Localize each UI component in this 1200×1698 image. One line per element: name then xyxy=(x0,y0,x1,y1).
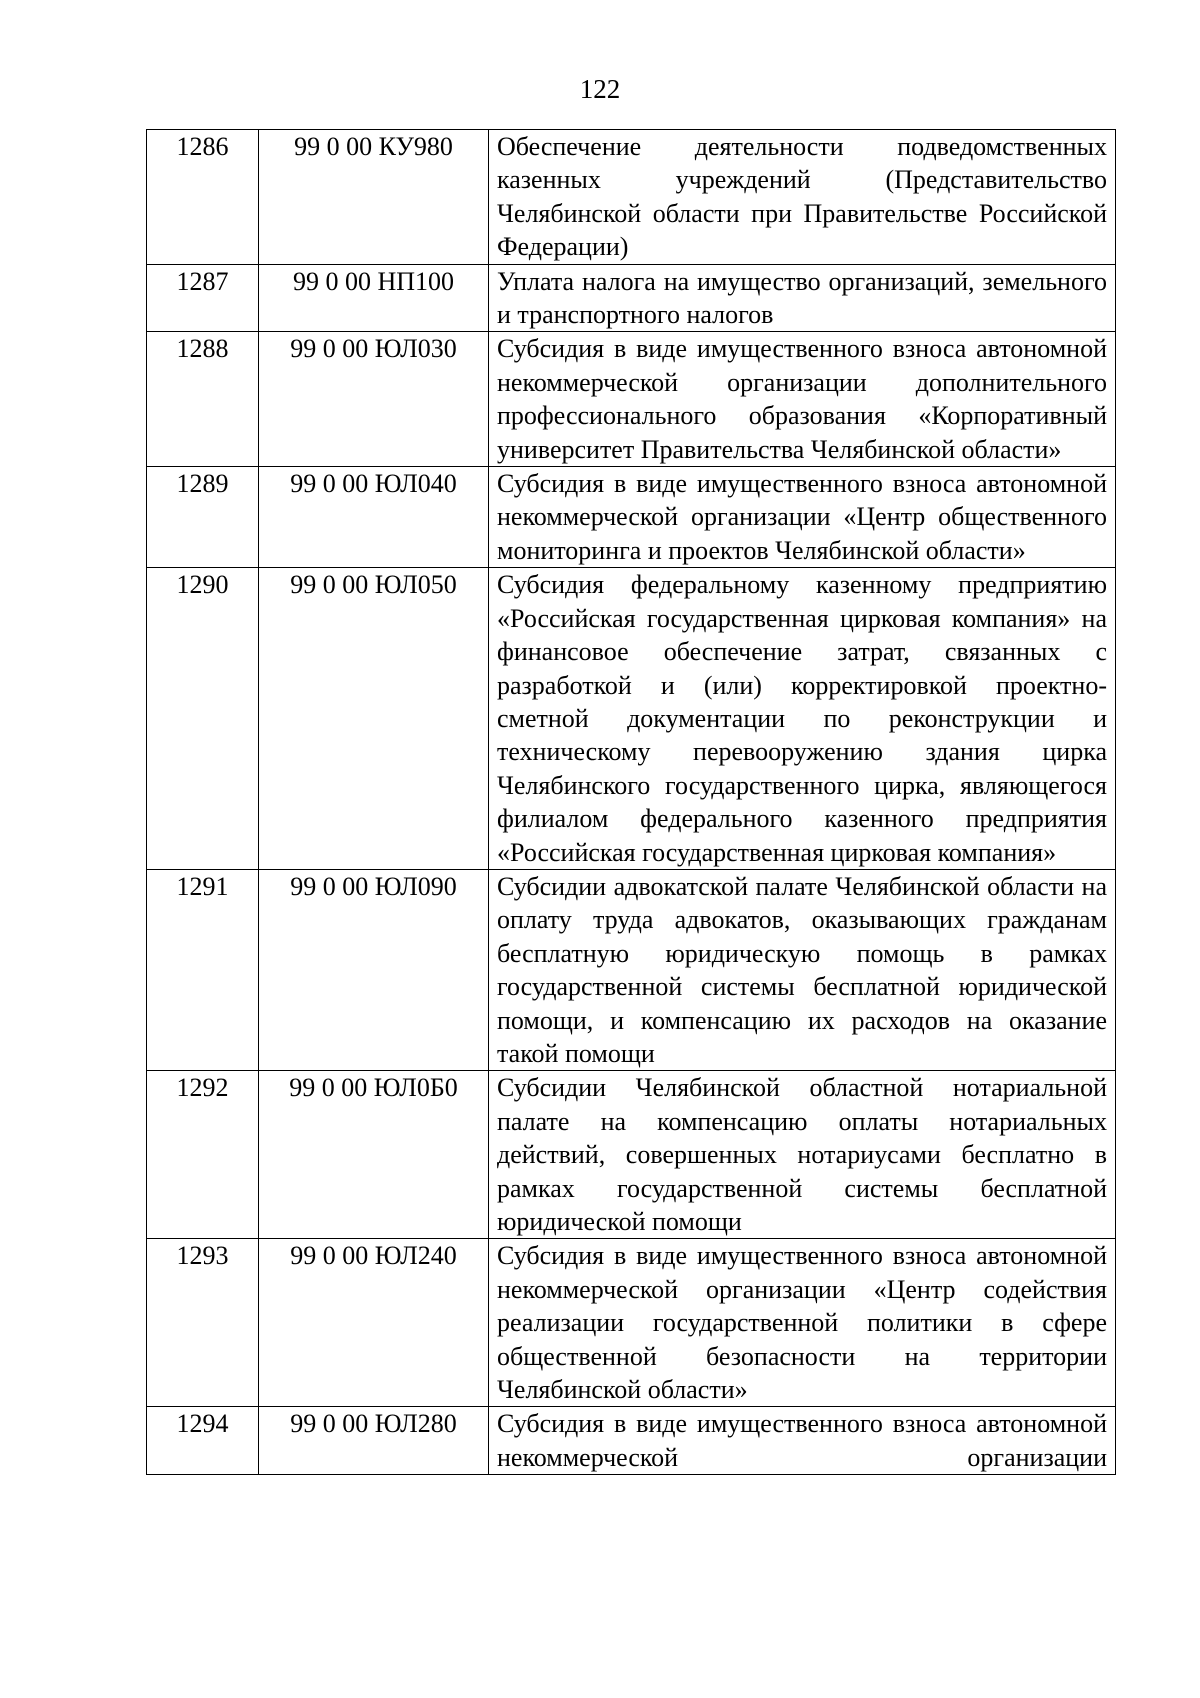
row-description: Субсидия в виде имущественного взноса автономной некоммерческой организации «Центр общественного мониторинга и проектов Челябинской области» xyxy=(489,467,1116,568)
row-description: Субсидии Челябинской областной нотариальной палате на компенсацию оплаты нотариальных действий, совершенных нотариусами бесплатно в рамках государственной системы бесплатной юридической помощи xyxy=(489,1071,1116,1239)
row-number: 1291 xyxy=(147,869,259,1070)
budget-classification-table xyxy=(146,129,1116,1475)
classification-code: 99 0 00 ЮЛ040 xyxy=(259,467,489,568)
row-description: Субсидия в виде имущественного взноса автономной некоммерческой организации xyxy=(489,1407,1116,1475)
table-row xyxy=(147,1407,1116,1475)
row-description: Субсидия в виде имущественного взноса автономной некоммерческой организации «Центр содействия реализации государственной политики в сфере общественной безопасности на территории Челябинской области» xyxy=(489,1239,1116,1407)
table-row xyxy=(147,467,1116,568)
row-number: 1294 xyxy=(147,1407,259,1475)
table-row xyxy=(147,869,1116,1070)
row-number: 1287 xyxy=(147,264,259,332)
row-number: 1293 xyxy=(147,1239,259,1407)
classification-code: 99 0 00 ЮЛ0Б0 xyxy=(259,1071,489,1239)
row-number: 1288 xyxy=(147,332,259,467)
classification-code: 99 0 00 ЮЛ280 xyxy=(259,1407,489,1475)
row-number: 1292 xyxy=(147,1071,259,1239)
table-row xyxy=(147,332,1116,467)
row-number: 1286 xyxy=(147,130,259,265)
page-number: 122 xyxy=(579,74,621,104)
classification-code: 99 0 00 ЮЛ240 xyxy=(259,1239,489,1407)
table-row xyxy=(147,1071,1116,1239)
row-number: 1289 xyxy=(147,467,259,568)
classification-code: 99 0 00 ЮЛ090 xyxy=(259,869,489,1070)
row-number: 1290 xyxy=(147,568,259,870)
table-row xyxy=(147,568,1116,870)
row-description: Субсидии адвокатской палате Челябинской области на оплату труда адвокатов, оказывающих гражданам бесплатную юридическую помощь в рамках государственной системы бесплатной юридической помощи, и компенсацию их расходов на оказание такой помощи xyxy=(489,869,1116,1070)
classification-code: 99 0 00 ЮЛ030 xyxy=(259,332,489,467)
row-description: Уплата налога на имущество организаций, земельного и транспортного налогов xyxy=(489,264,1116,332)
table-row xyxy=(147,1239,1116,1407)
row-description: Субсидия федеральному казенному предприятию «Российская государственная цирковая компания» на финансовое обеспечение затрат, связанных с разработкой и (или) корректировкой проектно-сметной документации по реконструкции и техническому перевооружению здания цирка Челябинского государственного цирка, являющегося филиалом федерального казенного предприятия «Российская государственная цирковая компания» xyxy=(489,568,1116,870)
table-row xyxy=(147,130,1116,265)
classification-code: 99 0 00 КУ980 xyxy=(259,130,489,265)
classification-code: 99 0 00 ЮЛ050 xyxy=(259,568,489,870)
table-row xyxy=(147,264,1116,332)
row-description: Субсидия в виде имущественного взноса автономной некоммерческой организации дополнительного профессионального образования «Корпоративный университет Правительства Челябинской области» xyxy=(489,332,1116,467)
row-description: Обеспечение деятельности подведомственных казенных учреждений (Представительство Челябинской области при Правительстве Российской Федерации) xyxy=(489,130,1116,265)
classification-code: 99 0 00 НП100 xyxy=(259,264,489,332)
